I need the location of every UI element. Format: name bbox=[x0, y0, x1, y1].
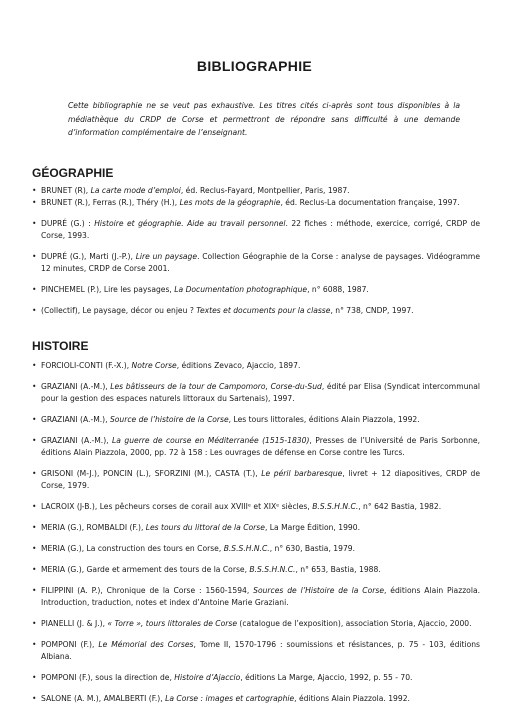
bibliography-entry: • DUPRÉ (G.), Marti (J.-P.), Lire un paysage. Collection Géographie de la Corse : analyse de paysages. Vidéogramme 12 minutes, CRDP de Corse 2001. bbox=[32, 251, 480, 275]
bibliography-entry: • SALONE (A. M.), AMALBERTI (F.), La Corse : images et cartographie, éditions Alain Piazzola. 1992. bbox=[32, 693, 480, 705]
entry-list-histoire bbox=[32, 360, 480, 705]
page-title: BIBLIOGRAPHIE bbox=[196, 58, 313, 74]
bibliography-entry: • GRAZIANI (A.-M.), Source de l’histoire de la Corse, Les tours littorales, éditions Alain Piazzola, 1992. bbox=[32, 414, 480, 426]
intro-paragraph: Cette bibliographie ne se veut pas exhaustive. Les titres cités ci-après sont tous disponibles à la médiathèque du CRDP de Corse et permettront de répondre sans difficulté à une demande d’information complémentaire de l’enseignant. bbox=[68, 101, 460, 137]
bibliography-entry: • MERIA (G.), La construction des tours en Corse, B.S.S.H.N.C., n° 630, Bastia, 1979. bbox=[32, 543, 480, 555]
bibliography-entry: • FILIPPINI (A. P.), Chronique de la Corse : 1560-1594, Sources de l’Histoire de la Corse, éditions Alain Piazzola. Introduction, traduction, notes et index d’Antoine Marie Graziani. bbox=[32, 585, 480, 609]
bibliography-entry: • BRUNET (R), La carte mode d’emploi, éd. Reclus-Fayard, Montpellier, Paris, 1987. bbox=[32, 185, 480, 197]
bibliography-entry: • (Collectif), Le paysage, décor ou enjeu ? Textes et documents pour la classe, n° 738, CNDP, 1997. bbox=[32, 305, 480, 317]
bibliography-entry: • MERIA (G.), Garde et armement des tours de la Corse, B.S.S.H.N.C., n° 653, Bastia, 1988. bbox=[32, 564, 480, 576]
bibliography-entry: • MERIA (G.), ROMBALDI (F.), Les tours du littoral de la Corse, La Marge Édition, 1990. bbox=[32, 522, 480, 534]
bibliography-entry: • POMPONI (F.), Le Mémorial des Corses, Tome II, 1570-1796 : soumissions et résistances, p. 75 - 103, éditions Albiana. bbox=[32, 639, 480, 663]
bibliography-entry: • FORCIOLI-CONTI (F.-X.), Notre Corse, éditions Zevaco, Ajaccio, 1897. bbox=[32, 360, 480, 372]
section-heading-geographie: GÉOGRAPHIE bbox=[32, 166, 114, 180]
bibliography-entry: • PINCHEMEL (P.), Lire les paysages, La Documentation photographique, n° 6088, 1987. bbox=[32, 284, 480, 296]
entry-list-geographie bbox=[32, 185, 480, 317]
bibliography-entry: • GRISONI (M-J.), PONCIN (L.), SFORZINI (M.), CASTA (T.), Le péril barbaresque, livret + 12 diapositives, CRDP de Corse, 1979. bbox=[32, 468, 480, 492]
bibliography-entry: • PIANELLI (J. & J.), « Torre », tours littorales de Corse (catalogue de l’exposition), association Storia, Ajaccio, 2000. bbox=[32, 618, 480, 630]
bibliography-entry: • GRAZIANI (A.-M.), La guerre de course en Méditerranée (1515-1830), Presses de l’Université de Paris Sorbonne, éditions Alain Piazzola, 2000, pp. 72 à 158 : Les ouvrages de défense en Corse contre les Turcs. bbox=[32, 435, 480, 459]
bibliography-entry: • LACROIX (J-B.), Les pêcheurs corses de corail aux XVIIIᵉ et XIXᵉ siècles, B.S.S.H.N.C., n° 642 Bastia, 1982. bbox=[32, 501, 480, 513]
bibliography-entry: • POMPONI (F.), sous la direction de, Histoire d’Ajaccio, éditions La Marge, Ajaccio, 1992, p. 55 - 70. bbox=[32, 672, 480, 684]
section-heading-histoire: HISTOIRE bbox=[32, 339, 89, 353]
bibliography-entry: • BRUNET (R.), Ferras (R.), Théry (H.), Les mots de la géographie, éd. Reclus-La documentation française, 1997. bbox=[32, 197, 480, 209]
bibliography-entry: • DUPRÉ (G.) : Histoire et géographie. Aide au travail personnel. 22 fiches : méthode, exercice, corrigé, CRDP de Corse, 1993. bbox=[32, 218, 480, 242]
bibliography-entry: • GRAZIANI (A.-M.), Les bâtisseurs de la tour de Campomoro, Corse-du-Sud, édité par Elisa (Syndicat intercommunal pour la gestion des espaces naturels littoraux du Sartenais), 1997. bbox=[32, 381, 480, 405]
